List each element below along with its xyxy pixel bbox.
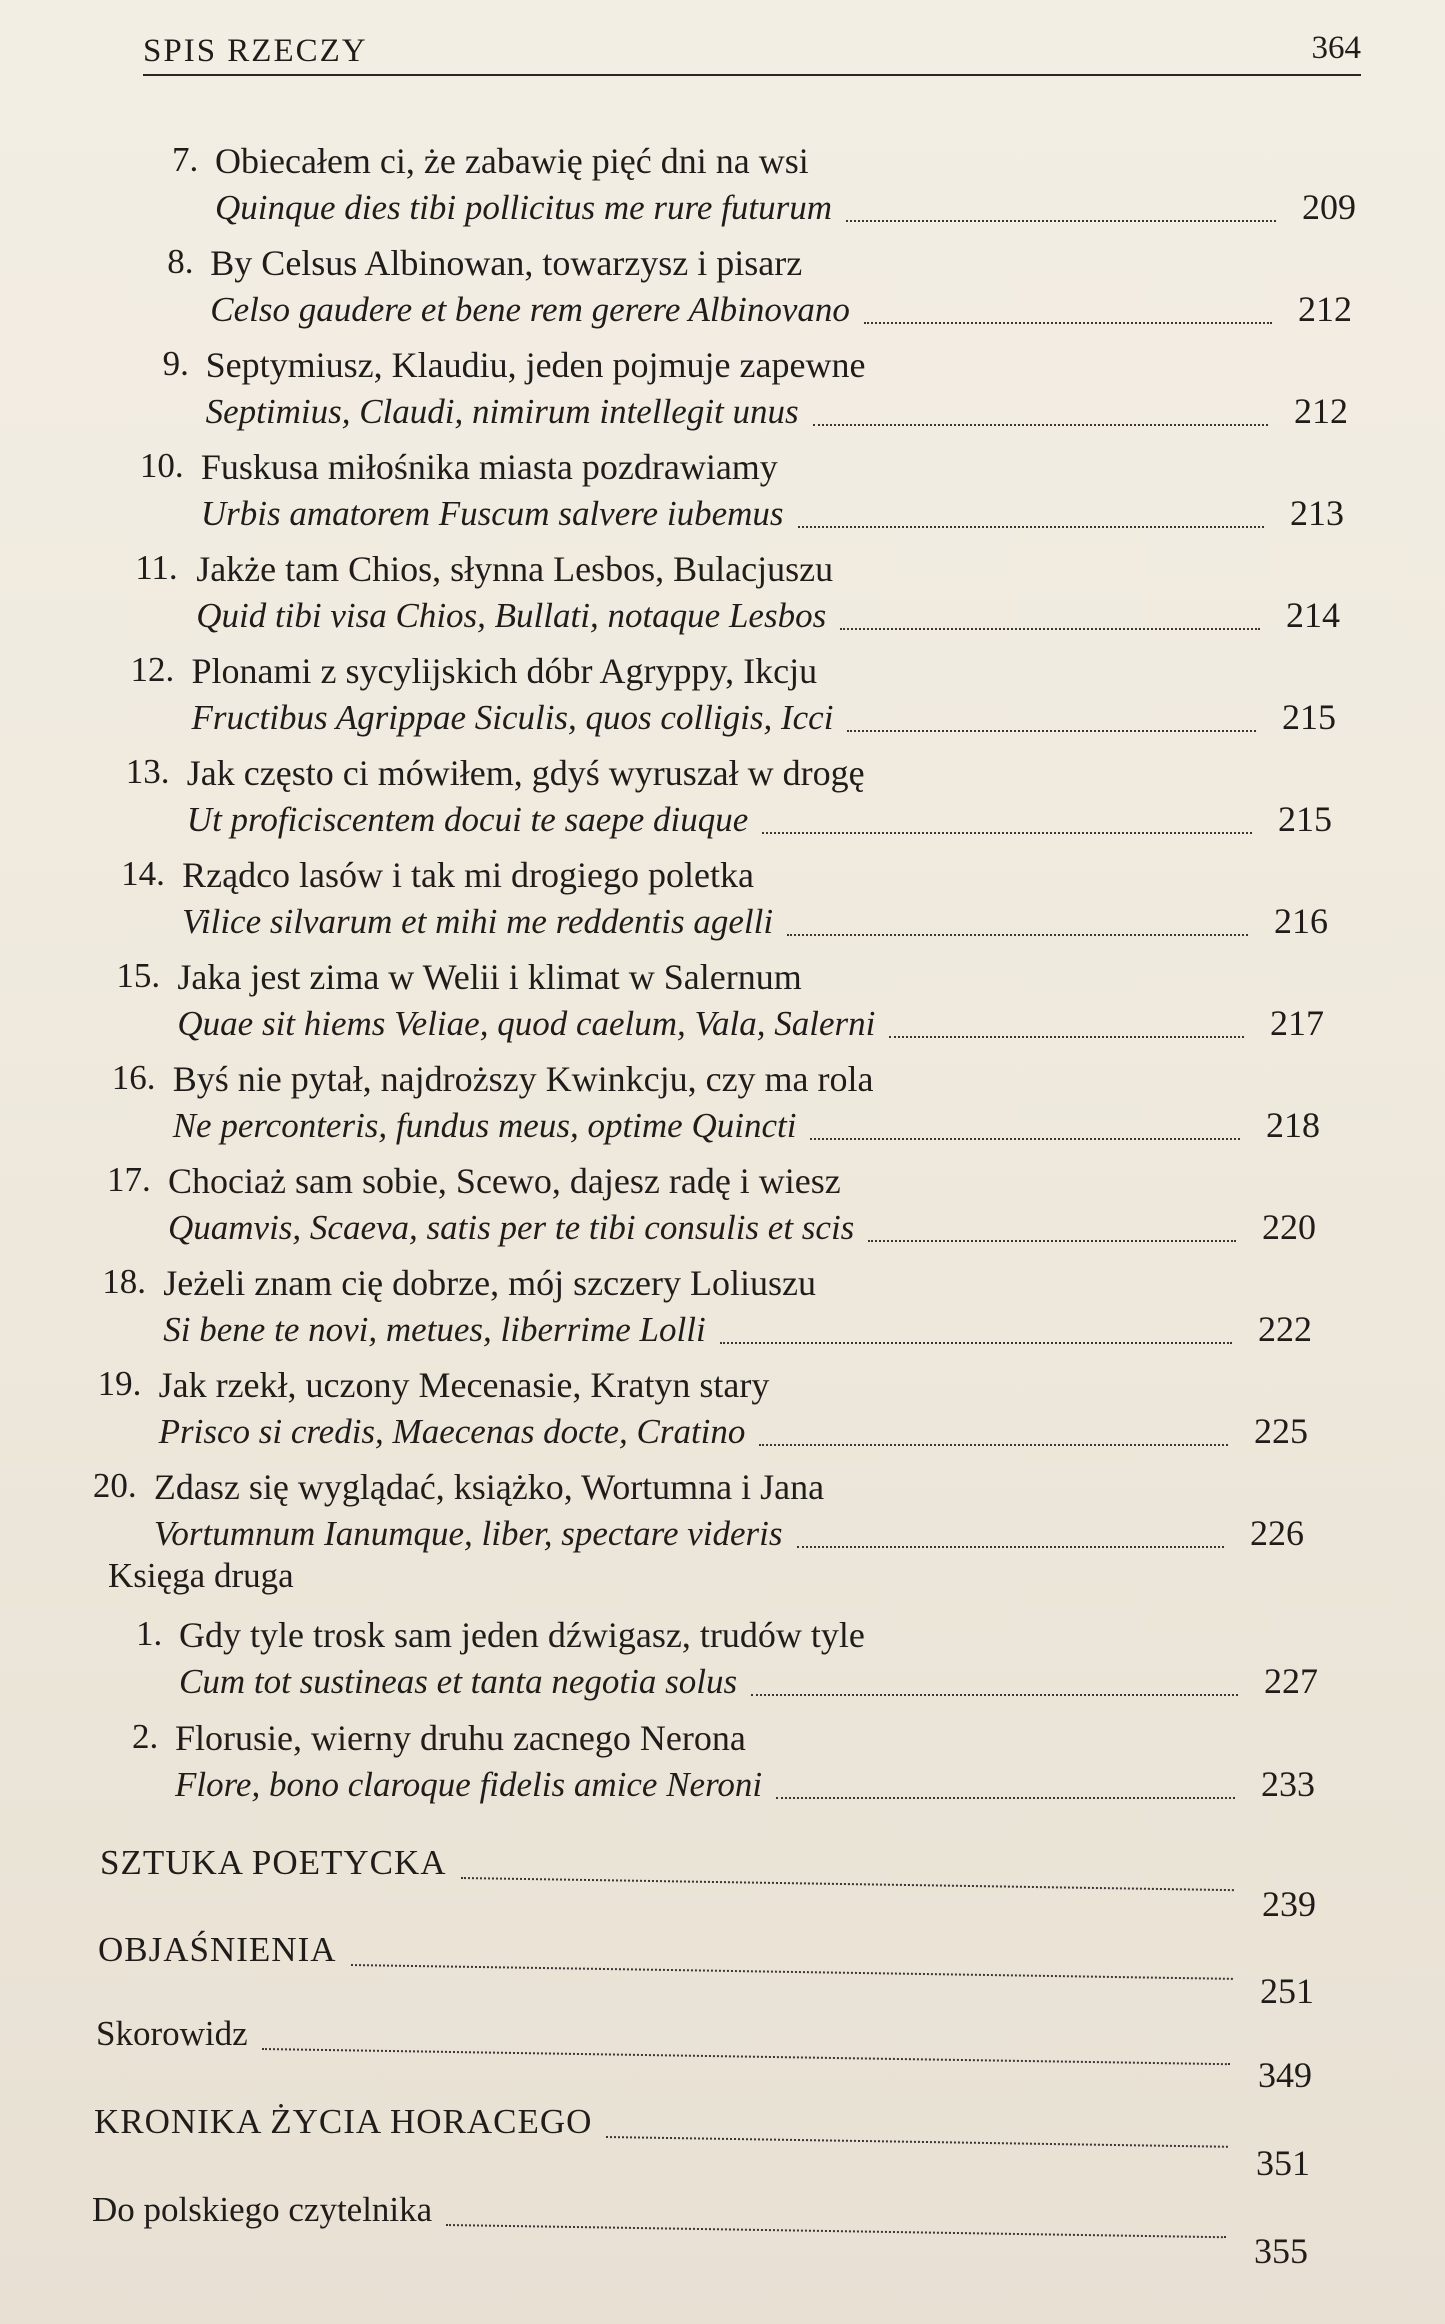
- entry-page-number: 213: [1289, 493, 1344, 533]
- entry-title-polish: Septymiusz, Klaudiu, jeden pojmuje zapewne: [205, 345, 866, 385]
- leader-dots: [813, 424, 1268, 426]
- leader-dots: [787, 934, 1248, 936]
- leader-dots: [461, 1877, 1234, 1891]
- entry-title-latin: Vortumnum Ianumque, liber, spectare videris: [153, 1514, 783, 1553]
- entry-title-latin: Si bene te novi, metues, liberrime Lolli: [163, 1310, 706, 1349]
- entry-number: 9.: [162, 344, 189, 383]
- main-entry-page-number: 251: [1260, 1971, 1314, 2011]
- entry-page-number: 215: [1277, 799, 1332, 839]
- header-rule: [143, 74, 1361, 76]
- entry-number: 15.: [116, 956, 161, 995]
- entry-page-number: 233: [1261, 1764, 1315, 1804]
- leader-dots: [798, 526, 1264, 528]
- toc-entry: [92, 1466, 1310, 1556]
- toc-entry: [97, 1364, 1314, 1454]
- leader-dots: [262, 2048, 1230, 2065]
- entry-number: 14.: [121, 854, 165, 893]
- entry-title-latin: Septimius, Claudi, nimirum intellegit unus: [205, 392, 799, 431]
- toc-entry: [116, 956, 1330, 1046]
- main-entry-page-number: 349: [1258, 2055, 1312, 2095]
- leader-dots: [762, 832, 1252, 834]
- entry-title-polish: Gdy tyle trosk sam jeden dźwigasz, trudów tyle: [179, 1615, 865, 1655]
- leader-dots: [759, 1444, 1228, 1446]
- main-entry-label: SZTUKA POETYCKA: [100, 1843, 447, 1882]
- toc-entry: [125, 752, 1338, 842]
- entry-title-polish: Byś nie pytał, najdroższy Kwinkcju, czy ma rola: [172, 1059, 874, 1099]
- toc-entry: [121, 854, 1334, 944]
- entry-number: 10.: [139, 446, 184, 485]
- leader-dots: [889, 1036, 1244, 1038]
- main-entry-label: OBJAŚNIENIA: [98, 1930, 337, 1969]
- entry-page-number: 216: [1273, 901, 1328, 941]
- leader-dots: [751, 1694, 1238, 1696]
- entry-title-latin: Celso gaudere et bene rem gerere Albinovano: [210, 290, 850, 329]
- leader-dots: [606, 2136, 1228, 2148]
- entry-page-number: 214: [1285, 595, 1340, 635]
- entry-page-number: 209: [1302, 187, 1356, 227]
- main-entry-page-number: 239: [1262, 1884, 1316, 1924]
- entry-title-polish: Jak rzekł, uczony Mecenasie, Kratyn stary: [158, 1365, 770, 1405]
- entry-title-polish: Jak często ci mówiłem, gdyś wyruszał w drogę: [186, 753, 865, 793]
- entry-page-number: 218: [1265, 1105, 1320, 1145]
- entry-title-latin: Quinque dies tibi pollicitus me rure futurum: [215, 188, 832, 227]
- entry-title-polish: Jeżeli znam cię dobrze, mój szczery Loliuszu: [163, 1263, 817, 1303]
- entry-number: 19.: [97, 1364, 142, 1403]
- entry-page-number: 215: [1282, 697, 1336, 737]
- entry-page-number: 222: [1257, 1309, 1312, 1349]
- toc-entry: [135, 548, 1346, 638]
- toc-entry: [111, 1058, 1326, 1148]
- entry-title-polish: Fuskusa miłośnika miasta pozdrawiamy: [200, 447, 778, 487]
- entry-title-latin: Vilice silvarum et mihi me reddentis agelli: [182, 902, 774, 941]
- main-entry-page-number: 351: [1256, 2143, 1310, 2183]
- entry-number: 20.: [92, 1466, 137, 1505]
- entry-number: 1.: [136, 1614, 163, 1653]
- entry-number: 7.: [172, 140, 199, 179]
- toc-entry: [151, 344, 1354, 434]
- entry-number: 2.: [132, 1717, 159, 1756]
- entry-page-number: 212: [1293, 391, 1348, 431]
- entry-number: 11.: [135, 548, 178, 587]
- entry-page-number: 225: [1253, 1411, 1308, 1451]
- page-number: 364: [1311, 30, 1361, 66]
- entry-title-polish: Chociaż sam sobie, Scewo, dajesz radę i wiesz: [168, 1161, 841, 1201]
- entry-number: 17.: [107, 1160, 151, 1199]
- entry-title-latin: Quid tibi visa Chios, Bullati, notaque Lesbos: [196, 596, 827, 635]
- leader-dots: [776, 1797, 1235, 1799]
- entry-title-polish: Obiecałem ci, że zabawię pięć dni na wsi: [215, 141, 809, 181]
- entry-title-polish: Plonami z sycylijskich dóbr Agryppy, Ikcju: [191, 651, 818, 691]
- toc-main-entry: [98, 1930, 1320, 2011]
- page-header: [143, 28, 1361, 80]
- entry-page-number: 212: [1297, 289, 1352, 329]
- leader-dots: [810, 1138, 1240, 1140]
- toc-entry: [124, 1614, 1324, 1704]
- toc-entry: [120, 1717, 1321, 1807]
- entry-title-latin: Cum tot sustineas et tanta negotia solus: [179, 1662, 738, 1701]
- entry-page-number: 217: [1269, 1003, 1324, 1043]
- main-entry-page-number: 355: [1254, 2231, 1308, 2271]
- entry-page-number: 220: [1262, 1207, 1316, 1247]
- page-title: SPIS RZECZY: [143, 33, 368, 69]
- toc-entry: [107, 1160, 1322, 1250]
- leader-dots: [720, 1342, 1232, 1344]
- entry-page-number: 227: [1264, 1661, 1318, 1701]
- leader-dots: [797, 1546, 1224, 1548]
- toc-entry: [160, 140, 1362, 230]
- entry-number: 8.: [167, 242, 194, 281]
- leader-dots: [847, 730, 1256, 732]
- entry-title-polish: Rządco lasów i tak mi drogiego poletka: [182, 855, 754, 895]
- entry-title-latin: Ne perconteris, fundus meus, optime Quincti: [172, 1106, 797, 1145]
- leader-dots: [846, 220, 1276, 222]
- entry-title-latin: Quamvis, Scaeva, satis per te tibi consulis et scis: [168, 1208, 855, 1247]
- entry-title-polish: By Celsus Albinowan, towarzysz i pisarz: [210, 243, 803, 283]
- toc-entry: [155, 242, 1358, 332]
- entry-title-polish: Zdasz się wyglądać, książko, Wortumna i Jana: [153, 1467, 825, 1507]
- main-entry-label: KRONIKA ŻYCIA HORACEGO: [94, 2102, 593, 2141]
- leader-dots: [446, 2224, 1226, 2238]
- toc-main-entry: [92, 2190, 1314, 2271]
- toc-entry: [139, 446, 1350, 536]
- entry-title-polish: Jaka jest zima w Welii i klimat w Salernum: [177, 957, 802, 997]
- leader-dots: [864, 322, 1272, 324]
- entry-title-latin: Prisco si credis, Maecenas docte, Cratino: [158, 1412, 746, 1451]
- entry-title-latin: Urbis amatorem Fuscum salvere iubemus: [200, 494, 784, 533]
- entry-title-latin: Ut proficiscentem docui te saepe diuque: [186, 800, 749, 839]
- leader-dots: [840, 628, 1260, 630]
- entry-number: 18.: [102, 1262, 147, 1301]
- entry-page-number: 226: [1249, 1513, 1304, 1553]
- leader-dots: [868, 1240, 1236, 1242]
- entry-number: 12.: [130, 650, 175, 689]
- section-heading: Księga druga: [108, 1556, 294, 1595]
- entry-title-polish: Jakże tam Chios, słynna Lesbos, Bulacjuszu: [196, 549, 834, 589]
- toc-entry: [130, 650, 1343, 740]
- entry-title-latin: Flore, bono claroque fidelis amice Neroni: [175, 1765, 763, 1804]
- main-entry-label: Skorowidz: [96, 2014, 248, 2053]
- entry-title-latin: Fructibus Agrippae Siculis, quos colligis, Icci: [191, 698, 834, 737]
- toc-main-entry: [96, 2014, 1318, 2095]
- entry-title-latin: Quae sit hiems Veliae, quod caelum, Vala, Salerni: [177, 1004, 876, 1043]
- toc-main-entry: [94, 2102, 1316, 2183]
- toc-main-entry: [100, 1843, 1322, 1924]
- toc-entry: [102, 1262, 1318, 1352]
- main-entry-label: Do polskiego czytelnika: [92, 2190, 433, 2229]
- entry-title-polish: Florusie, wierny druhu zacnego Nerona: [175, 1718, 746, 1758]
- leader-dots: [350, 1964, 1231, 1980]
- entry-number: 13.: [125, 752, 170, 791]
- entry-number: 16.: [111, 1058, 156, 1097]
